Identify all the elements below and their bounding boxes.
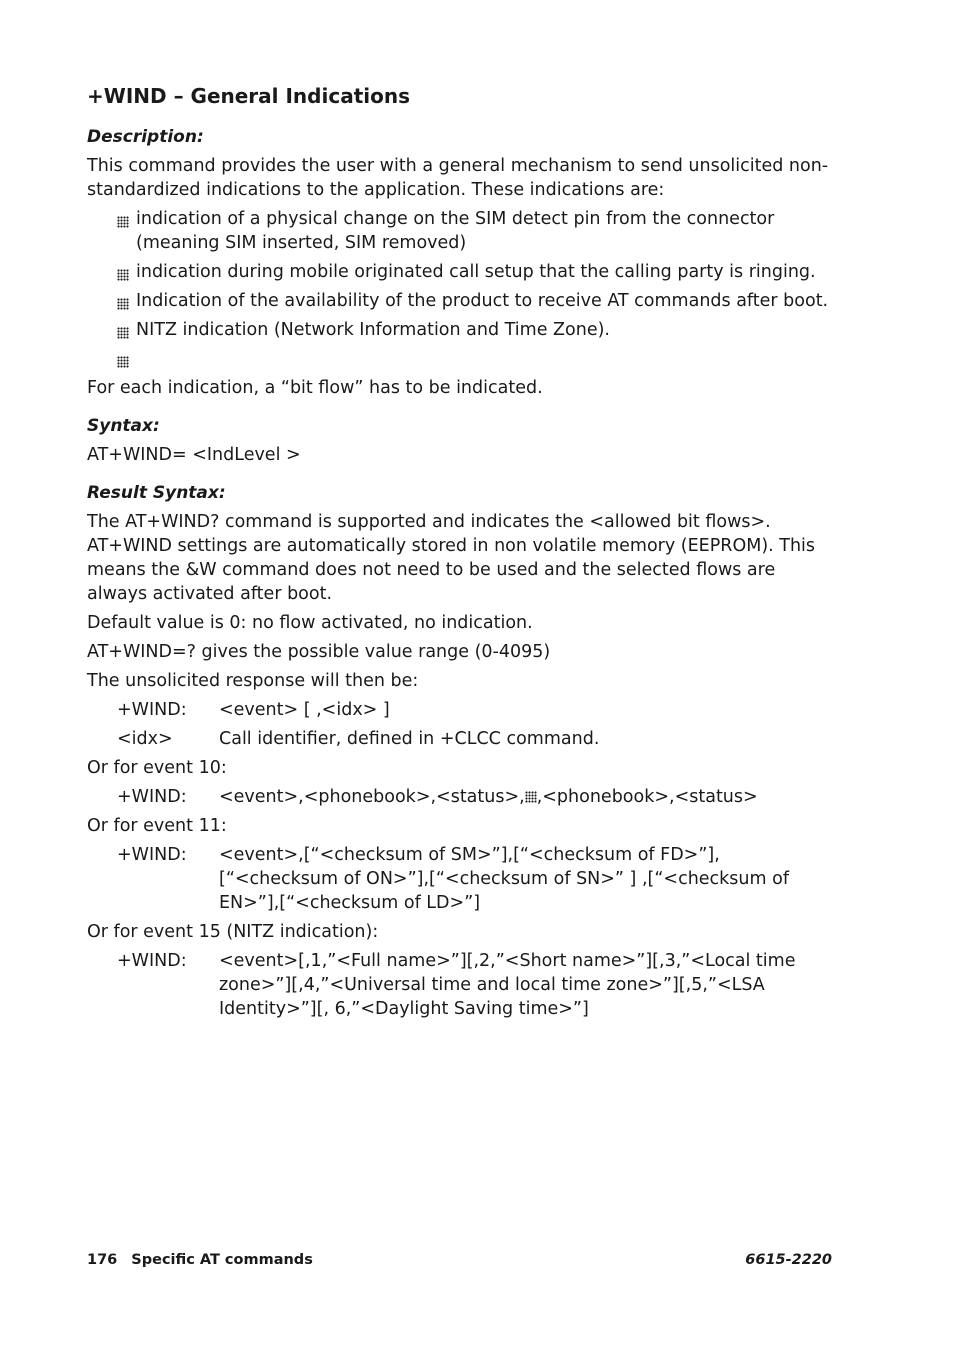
description-heading: Description: (87, 127, 204, 147)
response-row: +WIND: <event>[,1,”<Full name>”][,2,”<Short name>”][,3,”<Local time zone>”][,4,”<Universal time and local time zone>”][,5,”<LSA Identity>”][, 6,”<Daylight Saving time>”] (117, 951, 796, 1019)
result-paragraph: The AT+WIND? command is supported and indicates the <allowed bit flows>. AT+WIND settings are automatically stored in non volatile memory (EEPROM). This means the &W command does not need to be used and the selected flows are always activated after boot. (87, 512, 816, 604)
syntax-text: AT+WIND= <IndLevel > (87, 445, 301, 465)
page-title: +WIND – General Indications (87, 84, 410, 108)
result-syntax-heading: Result Syntax: (87, 483, 226, 503)
list-item (117, 347, 832, 371)
list-item: indication during mobile originated call setup that the calling party is ringing. (117, 260, 832, 284)
event10-text: Or for event 10: (87, 758, 227, 778)
response-row: <idx> Call identifier, defined in +CLCC command. (117, 729, 600, 749)
page-number: 176 (87, 1252, 118, 1268)
list-item: NITZ indication (Network Information and Time Zone). (117, 318, 832, 342)
response-row: +WIND: <event> [ ,<idx> ] (117, 700, 390, 720)
unsolicited-text: The unsolicited response will then be: (87, 671, 419, 691)
range-text: AT+WIND=? gives the possible value range (0-4095) (87, 642, 551, 662)
ellipsis-bullet-icon (525, 791, 537, 803)
bullet-icon (117, 298, 129, 310)
bit-flow-text: For each indication, a “bit flow” has to be indicated. (87, 378, 543, 398)
section-name: Specific AT commands (131, 1252, 313, 1268)
bullet-icon (117, 327, 129, 339)
indication-list (117, 207, 832, 371)
default-value-text: Default value is 0: no flow activated, no indication. (87, 613, 533, 633)
syntax-heading: Syntax: (87, 416, 160, 436)
document-page (87, 84, 832, 1026)
bullet-icon (117, 269, 129, 281)
event11-text: Or for event 11: (87, 816, 227, 836)
event15-text: Or for event 15 (NITZ indication): (87, 922, 379, 942)
bullet-icon (117, 216, 129, 228)
bullet-icon (117, 356, 129, 368)
response-row: +WIND: <event>,[“<checksum of SM>”],[“<checksum of FD>”],[“<checksum of ON>”],[“<checksum of SN>” ] ,[“<checksum of EN>”],[“<checksum of LD>”] (117, 845, 789, 913)
response-row: +WIND: <event>,<phonebook>,<status>, ,<phonebook>,<status> (117, 787, 758, 807)
list-item: Indication of the availability of the product to receive AT commands after boot. (117, 289, 832, 313)
list-item: indication of a physical change on the SIM detect pin from the connector (meaning SIM inserted, SIM removed) (117, 207, 832, 255)
page-footer (87, 1252, 832, 1268)
document-code: 6615-2220 (745, 1252, 832, 1268)
description-text: This command provides the user with a general mechanism to send unsolicited non-standardized indications to the application. These indications are: (87, 156, 829, 200)
